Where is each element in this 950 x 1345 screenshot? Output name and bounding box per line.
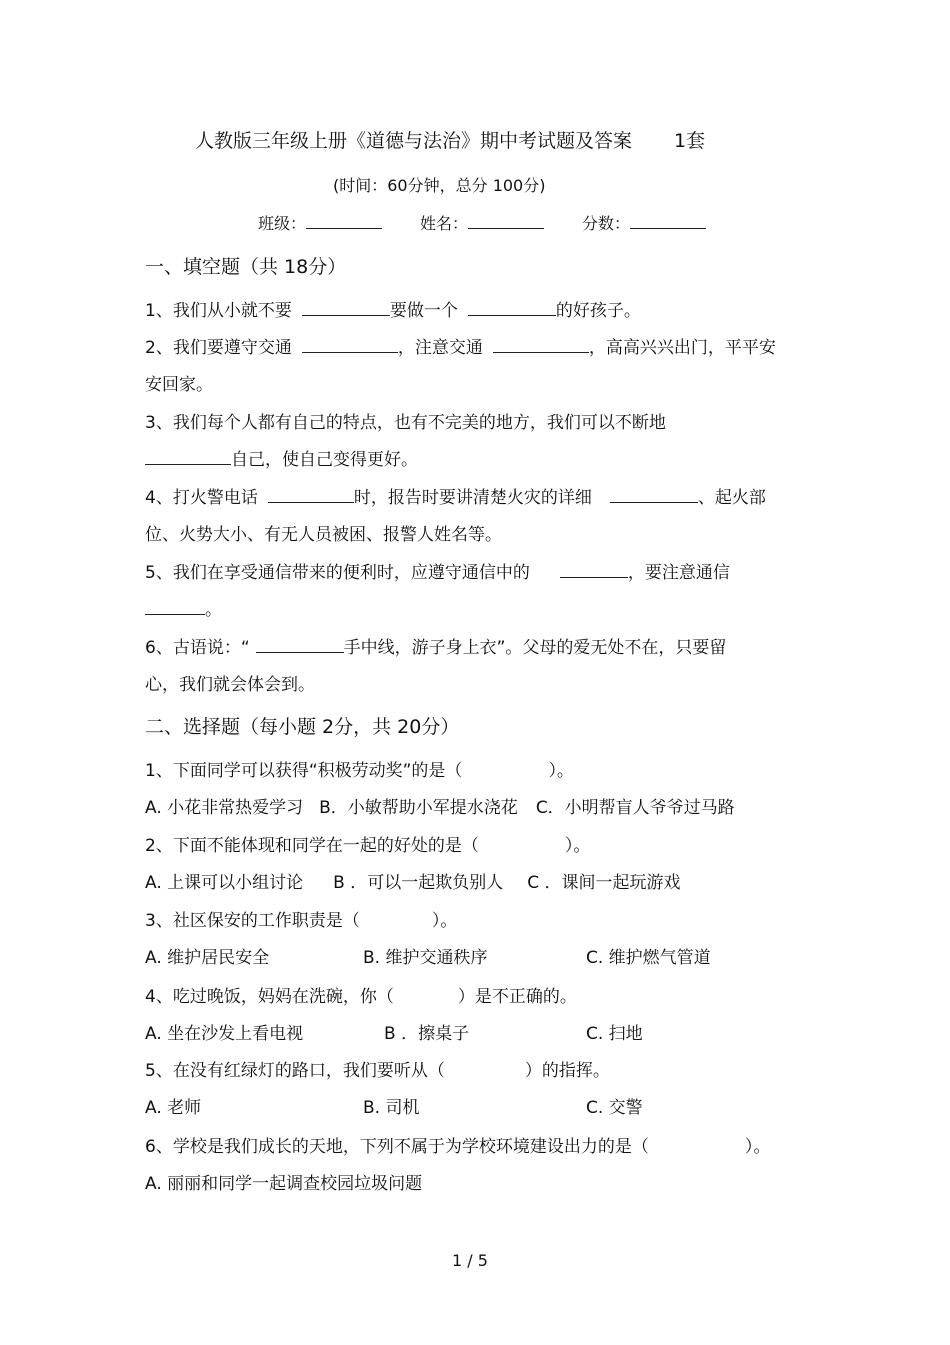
s1-q4-blank-2[interactable]	[610, 487, 698, 503]
s1-q4-text-c: 、起火部	[697, 488, 766, 508]
section1-heading: 一、填空题（共 18分）	[145, 256, 347, 278]
s2-q2-stem: 2、下面不能体现和同学在一起的好处的是（	[145, 836, 479, 856]
s2-q2-options	[145, 872, 681, 894]
s1-q6-blank[interactable]	[256, 637, 344, 653]
s2-q1-stem: 1、下面同学可以获得“积极劳动奖”的是（	[145, 761, 463, 781]
s1-q1-blank-1[interactable]	[302, 300, 390, 316]
s1-q6-text-a: 6、古语说：“	[145, 638, 250, 658]
name-field[interactable]	[468, 213, 544, 229]
s1-q3-text-b: 自己，使自己变得更好。	[231, 450, 418, 470]
s2-q2-option-c[interactable]: C ．课间一起玩游戏	[527, 873, 681, 893]
s2-q4-option-c[interactable]: C. 扫地	[586, 1024, 643, 1044]
s2-q5-option-c[interactable]: C. 交警	[586, 1098, 643, 1118]
s1-q1-blank-2[interactable]	[468, 300, 556, 316]
s2-q3-option-c[interactable]: C. 维护燃气管道	[586, 948, 711, 968]
page-number: 1 / 5	[452, 1251, 488, 1270]
s1-q6-text-b: 手中线，游子身上衣”。父母的爱无处不在，只要留	[343, 638, 727, 658]
s1-q2-cont: 安回家。	[145, 375, 213, 395]
s1-q6-cont: 心，我们就会体会到。	[145, 675, 315, 695]
s2-q6-end: ）。	[744, 1137, 771, 1157]
section2-heading: 二、选择题（每小题 2分，共 20分）	[145, 716, 460, 738]
s2-q6-option-a[interactable]: A. 丽丽和同学一起调查校园垃圾问题	[145, 1174, 423, 1194]
s2-q6-stem: 6、学校是我们成长的天地，下列不属于为学校环境建设出力的是（	[145, 1137, 649, 1157]
class-label: 班级：	[258, 214, 307, 233]
exam-title	[195, 130, 705, 152]
class-field[interactable]	[306, 213, 382, 229]
s1-q1-text-b: 要做一个	[389, 301, 458, 321]
s1-q1-text-a: 1、我们从小就不要	[145, 301, 292, 321]
s1-q2-blank-2[interactable]	[493, 337, 589, 353]
title-suffix: 1套	[674, 130, 706, 152]
score-label: 分数：	[582, 214, 631, 233]
s1-q5-text-b: ，要注意通信	[627, 563, 730, 583]
title-text: 人教版三年级上册《道德与法治》期中考试题及答案	[195, 130, 633, 152]
score-field[interactable]	[630, 213, 706, 229]
s2-q1-option-a[interactable]: A. 小花非常热爱学习	[145, 798, 304, 818]
s2-q1	[145, 760, 574, 782]
s1-q5-blank-1[interactable]	[560, 562, 628, 578]
name-label: 姓名：	[420, 214, 469, 233]
s2-q5	[145, 1060, 610, 1082]
exam-subtitle: (时间：60分钟，总分 100分)	[333, 176, 546, 195]
s2-q2-option-a[interactable]: A. 上课可以小组讨论	[145, 873, 304, 893]
s2-q2-option-b[interactable]: B ．可以一起欺负别人	[333, 873, 504, 893]
s2-q3-options	[145, 947, 269, 969]
s1-q5-text-c: 。	[205, 600, 222, 620]
s2-q1-option-c[interactable]: C．小明帮盲人爷爷过马路	[535, 798, 735, 818]
s2-q2	[145, 835, 590, 857]
s1-q4-blank-1[interactable]	[268, 487, 354, 503]
s2-q5-option-b[interactable]: B. 司机	[363, 1098, 420, 1118]
s2-q1-end: ）。	[548, 761, 574, 781]
s1-q4-text-a: 4、打火警电话	[145, 488, 258, 508]
s2-q4-end: ）是不正确的。	[457, 987, 577, 1007]
s1-q3-cont	[145, 449, 418, 471]
s2-q4	[145, 986, 577, 1008]
s2-q4-option-a[interactable]: A. 坐在沙发上看电视	[145, 1024, 304, 1044]
s1-q2-text-a: 2、我们要遵守交通	[145, 338, 292, 358]
s2-q3	[145, 910, 457, 932]
s2-q3-stem: 3、社区保安的工作职责是（	[145, 911, 360, 931]
s1-q1	[145, 300, 641, 322]
s2-q3-end: ）。	[431, 911, 458, 931]
s1-q6	[145, 637, 726, 659]
s2-q2-end: ）。	[564, 836, 591, 856]
s2-q1-option-b[interactable]: B．小敏帮助小军提水浇花	[319, 798, 518, 818]
s2-q5-stem: 5、在没有红绿灯的路口，我们要听从（	[145, 1061, 445, 1081]
s1-q5-text-a: 5、我们在享受通信带来的便利时，应遵守通信中的	[145, 563, 530, 583]
s1-q5	[145, 562, 730, 584]
s2-q5-option-a[interactable]: A. 老师	[145, 1098, 202, 1118]
s2-q5-end: ）的指挥。	[524, 1061, 610, 1081]
s2-q4-option-b[interactable]: B ．擦桌子	[384, 1024, 470, 1044]
s1-q1-text-c: 的好孩子。	[555, 301, 641, 321]
s1-q2-blank-1[interactable]	[302, 337, 398, 353]
s1-q4-cont: 位、火势大小、有无人员被困、报警人姓名等。	[145, 525, 502, 545]
s1-q3-blank[interactable]	[145, 449, 231, 465]
s2-q6	[145, 1136, 770, 1158]
s1-q2-text-b: ，注意交通	[397, 338, 483, 358]
s1-q2	[145, 337, 776, 359]
s2-q3-option-a[interactable]: A. 维护居民安全	[145, 948, 270, 968]
s1-q3: 3、我们每个人都有自己的特点，也有不完美的地方，我们可以不断地	[145, 413, 666, 433]
s1-q5-blank-2[interactable]	[145, 599, 205, 615]
s1-q2-text-c: ，高高兴兴出门，平平安	[588, 338, 776, 358]
s2-q3-option-b[interactable]: B. 维护交通秩序	[363, 948, 488, 968]
s1-q4-text-b: 时，报告时要讲清楚火灾的详细	[353, 488, 592, 508]
s1-q5-cont	[145, 599, 222, 621]
s2-q1-options	[145, 797, 735, 819]
s1-q4	[145, 487, 766, 509]
info-row	[258, 213, 706, 235]
s2-q4-stem: 4、吃过晚饭，妈妈在洗碗，你（	[145, 987, 394, 1007]
